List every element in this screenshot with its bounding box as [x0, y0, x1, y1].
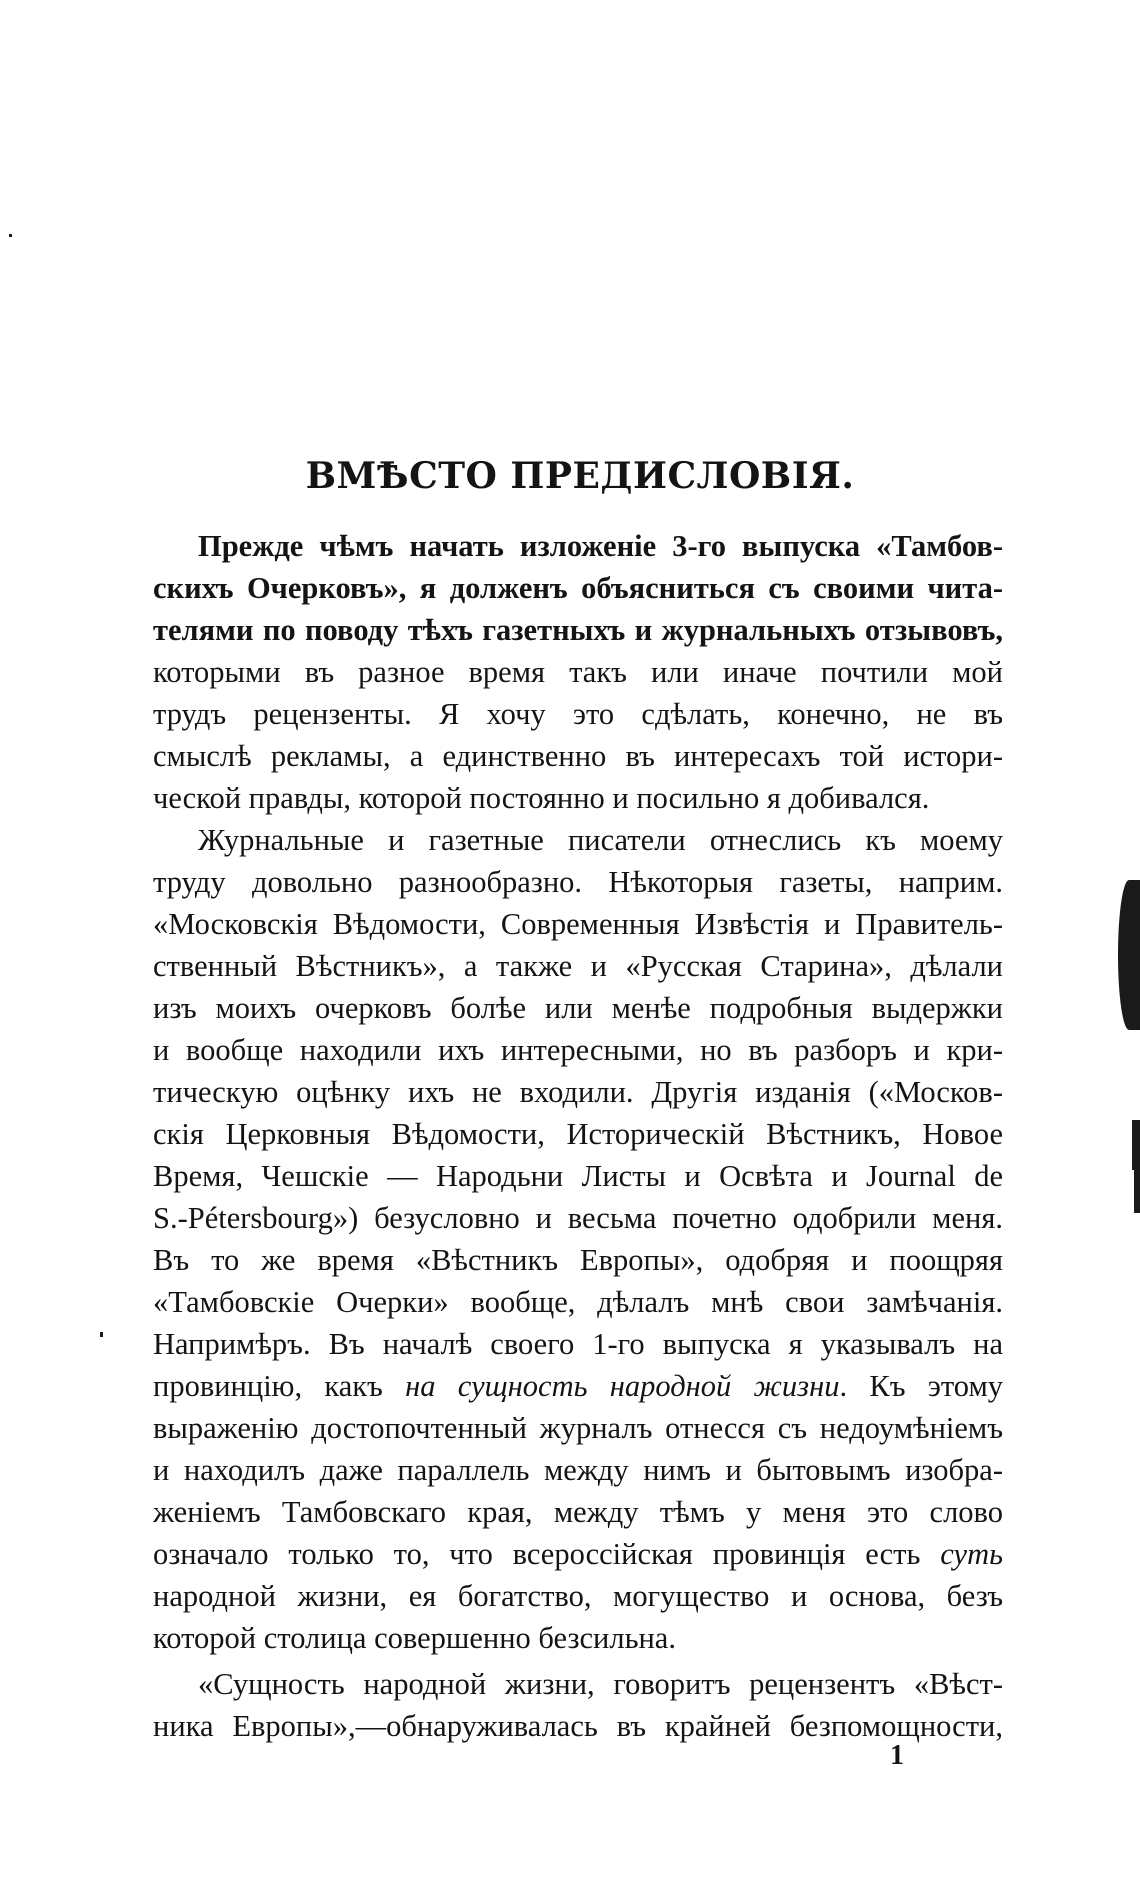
- text-line: народной жизни, ея богатство, могущество и основа, безъ: [153, 1579, 1003, 1613]
- text-line: ческой правды, которой постоянно и посильно я добивался.: [153, 781, 930, 815]
- text-line: труду довольно разнообразно. Нѣкоторыя газеты, наприм.: [153, 865, 1003, 899]
- scan-edge-shadow: [1118, 880, 1140, 1030]
- text-line: Въ то же время «Вѣстникъ Европы», одобряя и поощряя: [153, 1243, 1003, 1277]
- scan-speck: [9, 234, 12, 237]
- page-number: 1: [890, 1740, 904, 1771]
- text-line: изъ моихъ очерковъ болѣе или менѣе подробныя выдержки: [153, 991, 1003, 1025]
- text-line: смыслѣ рекламы, а единственно въ интересахъ той истори-: [153, 739, 1003, 773]
- text-line: «Тамбовскіе Очерки» вообще, дѣлалъ мнѣ свои замѣчанія.: [153, 1285, 1003, 1319]
- text-line: скихъ Очерковъ», я долженъ объясниться съ своими чита-: [153, 571, 1003, 605]
- scan-edge-shadow: [1134, 1168, 1140, 1213]
- text-line: трудъ рецензенты. Я хочу это сдѣлать, конечно, не въ: [153, 697, 1003, 731]
- text-line: провинцію, какъ на сущность народной жизни. Къ этому: [153, 1369, 1003, 1403]
- italic-word: суть: [940, 1537, 1003, 1571]
- text-line: и находилъ даже параллель между нимъ и бытовымъ изобра-: [153, 1453, 1003, 1487]
- text-line: Напримѣръ. Въ началѣ своего 1-го выпуска я указывалъ на: [153, 1327, 1003, 1361]
- text-line: и вообще находили ихъ интересными, но въ разборъ и кри-: [153, 1033, 1003, 1067]
- text-line: женіемъ Тамбовскаго края, между тѣмъ у меня это слово: [153, 1495, 1003, 1529]
- scan-speck: [100, 1332, 103, 1337]
- text-line: ника Европы»,—обнаруживалась въ крайней безпомощности,: [153, 1709, 1003, 1743]
- text-line: ственный Вѣстникъ», а также и «Русская Старина», дѣлали: [153, 949, 1003, 983]
- italic-phrase: на сущность народной жизни: [405, 1369, 840, 1403]
- text-line: телями по поводу тѣхъ газетныхъ и журнальныхъ отзывовъ,: [153, 613, 1003, 647]
- text-line: выраженію достопочтенный журналъ отнесся съ недоумѣніемъ: [153, 1411, 1003, 1445]
- text-line: которой столица совершенно безсильна.: [153, 1621, 676, 1655]
- text-line: тическую оцѣнку ихъ не входили. Другія изданія («Москов-: [153, 1075, 1003, 1109]
- text-line: означало только то, что всероссійская провинція есть суть: [153, 1537, 1003, 1571]
- text-line: Время, Чешскіе — Народьни Листы и Освѣта и Journal de: [153, 1159, 1003, 1193]
- text-line: которыми въ разное время такъ или иначе почтили мой: [153, 655, 1003, 689]
- text-line: S.-Pétersbourg») безусловно и весьма почетно одобрили меня.: [153, 1201, 1003, 1235]
- text-line: «Московскія Вѣдомости, Современныя Извѣстія и Правитель-: [153, 907, 1003, 941]
- scan-edge-shadow: [1132, 1120, 1140, 1170]
- text-line: скія Церковныя Вѣдомости, Историческій Вѣстникъ, Новое: [153, 1117, 1003, 1151]
- body-text: [153, 525, 1003, 1747]
- text-line: Журнальные и газетные писатели отнеслись къ моему: [198, 823, 1003, 857]
- text-line: Прежде чѣмъ начать изложеніе 3-го выпуска «Тамбов-: [198, 529, 1003, 563]
- section-title: ВМѢСТО ПРЕДИСЛОВІЯ.: [305, 455, 855, 497]
- text-line: «Сущность народной жизни, говоритъ рецензентъ «Вѣст-: [198, 1667, 1003, 1701]
